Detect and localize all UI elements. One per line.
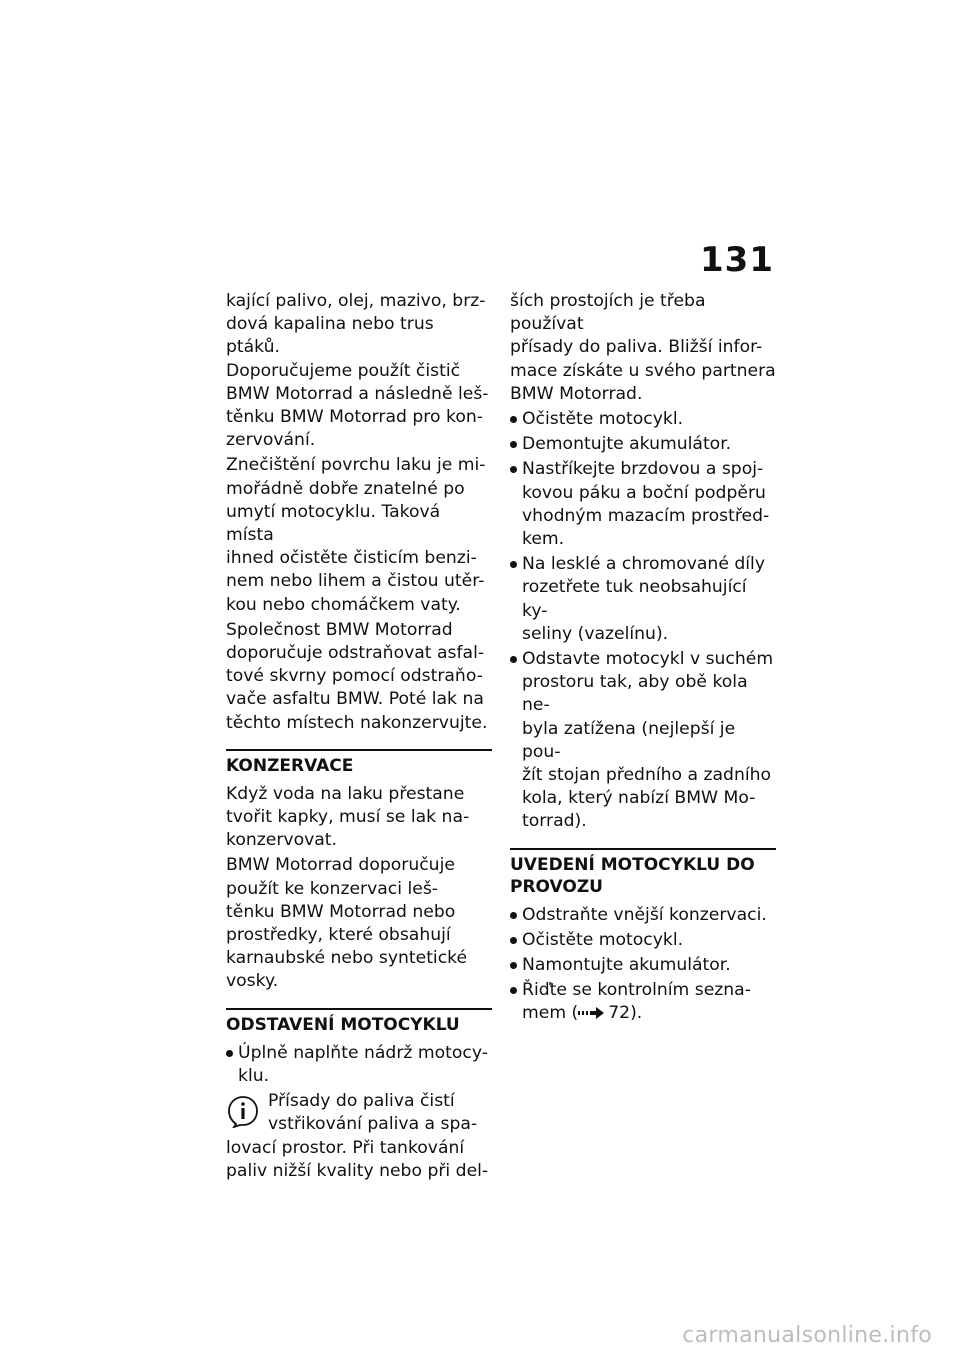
page-reference[interactable]: 72).	[608, 1003, 643, 1024]
section-heading-odstaveni: ODSTAVENÍ MOTOCYKLU	[226, 1008, 492, 1036]
reference-text: Řiďte se kontrolním sezna- mem (	[522, 980, 751, 1024]
list-item: Odstraňte vnější konzervaci.	[510, 904, 776, 927]
section-heading-uvedeni: UVEDENÍ MOTOCYKLU DO PROVOZU	[510, 848, 776, 898]
paragraph: kající palivo, olej, mazivo, brz- dová kapalina nebo trus ptáků. Doporučujeme použít čistič BMW Motorrad a následně leš- těnku BMW Motorrad pro kon- zervování.	[226, 291, 489, 451]
right-column	[510, 290, 776, 1028]
page-number: 131	[700, 240, 774, 280]
watermark: carmanualsonline.info	[682, 1323, 932, 1348]
info-icon	[226, 1094, 260, 1128]
paragraph: ších prostojích je třeba používat přísady do paliva. Bližší infor- mace získáte u svého partnera BMW Motorrad.	[510, 291, 776, 404]
paragraph: BMW Motorrad doporučuje použít ke konzervaci leš- těnku BMW Motorrad nebo prostředky, které obsahují karnaubské nebo syntetické vosky.	[226, 855, 468, 992]
paragraph: Společnost BMW Motorrad doporučuje odstraňovat asfal- tové skvrny pomocí odstraňo- vače asfaltu BMW. Poté lak na těchto místech nakonzervujte.	[226, 619, 488, 733]
list-item: Na lesklé a chromované díly rozetřete tuk neobsahující ky- seliny (vazelínu).	[510, 553, 776, 646]
bullet-list	[226, 1042, 492, 1088]
list-item-with-reference	[510, 979, 776, 1025]
list-item: Odstavte motocykl v suchém prostoru tak, aby obě kola ne- byla zatížena (nejlepší je pou- žít stojan předního a zadního kola, který nabízí BMW Mo- torrad).	[510, 648, 776, 834]
list-item: Očistěte motocykl.	[510, 408, 776, 431]
list-item: Nastříkejte brzdovou a spoj- kovou páku a boční podpěru vhodným mazacím prostřed- kem.	[510, 458, 776, 551]
arrow-reference-icon[interactable]	[578, 1007, 608, 1019]
bullet-list	[510, 408, 776, 834]
info-note	[226, 1090, 492, 1183]
list-item: Namontujte akumulátor.	[510, 954, 776, 977]
list-item: Demontujte akumulátor.	[510, 433, 776, 456]
list-item: Úplně naplňte nádrž motocy- klu.	[226, 1042, 492, 1088]
info-text-continued: lovací prostor. Při tankování paliv nižší kvality nebo při del-	[226, 1137, 489, 1181]
left-column	[226, 290, 492, 1183]
info-text: Přísady do paliva čistí vstřikování paliva a spa-	[268, 1091, 478, 1135]
paragraph: Když voda na laku přestane tvořit kapky, musí se lak na- konzervovat.	[226, 783, 470, 851]
list-item: Očistěte motocykl.	[510, 929, 776, 952]
paragraph: Znečištění povrchu laku je mi- mořádně dobře znatelné po umytí motocyklu. Taková místa ihned očistěte čisticím benzi- nem nebo lihem a čistou utěr- kou nebo chomáčkem vaty.	[226, 455, 486, 615]
bullet-list	[510, 904, 776, 1026]
section-heading-konzervace: KONZERVACE	[226, 749, 492, 777]
